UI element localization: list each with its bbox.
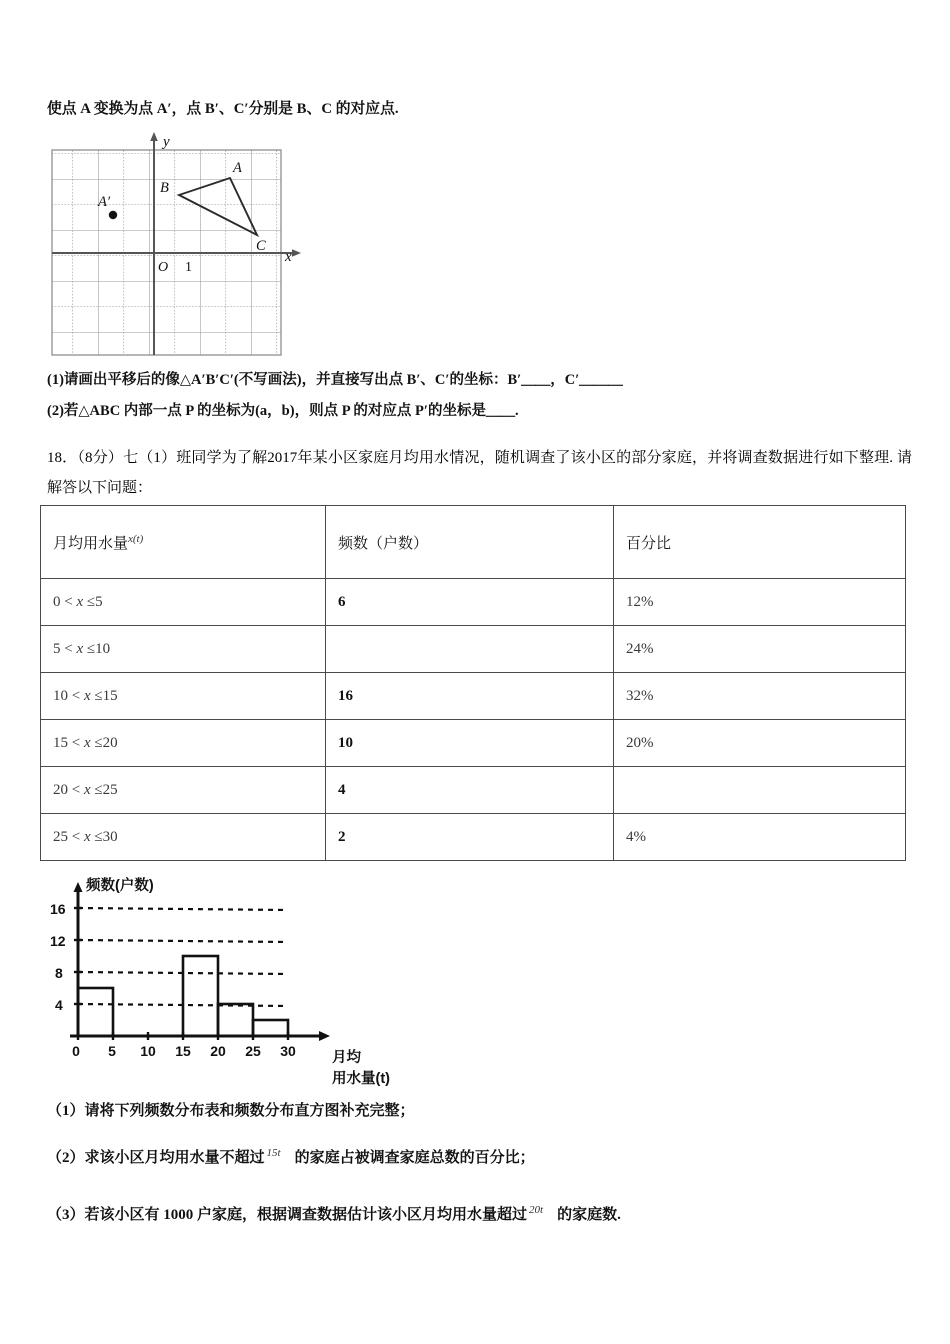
bar-0-5 bbox=[78, 988, 113, 1036]
bar-25-30 bbox=[253, 1020, 288, 1036]
bar-15-20 bbox=[183, 956, 218, 1036]
cell-range: 15 < x ≤20 bbox=[41, 720, 326, 767]
ytick-12: 12 bbox=[50, 933, 66, 949]
axis-x-label: x bbox=[285, 249, 292, 265]
xtick-5: 5 bbox=[108, 1043, 116, 1059]
histogram-x-axis-title-line2: 用水量(t) bbox=[332, 1071, 390, 1087]
cell-range: 5 < x ≤10 bbox=[41, 626, 326, 673]
histogram-axes bbox=[70, 882, 330, 1041]
bottom-question-3-part-b: 的家庭数. bbox=[557, 1207, 621, 1223]
table-header-row bbox=[41, 506, 906, 579]
bar-20-25 bbox=[218, 1004, 253, 1036]
bottom-question-1: （1）请将下列频数分布表和频数分布直方图补充完整； bbox=[47, 1103, 415, 1119]
histogram-x-ticklabels bbox=[72, 1043, 296, 1059]
cell-percent: 20% bbox=[614, 720, 906, 767]
header-cell-frequency bbox=[326, 506, 614, 579]
cell-percent: 24% bbox=[614, 626, 906, 673]
bottom-question-3-sup: 20t bbox=[529, 1204, 544, 1216]
ytick-4: 4 bbox=[55, 997, 63, 1013]
vertex-label-a: A bbox=[233, 160, 242, 176]
vertex-label-a-prime: A′ bbox=[98, 194, 111, 210]
table-row bbox=[41, 626, 906, 673]
cell-frequency: 2 bbox=[326, 814, 614, 861]
xtick-20: 20 bbox=[210, 1043, 226, 1059]
cell-frequency bbox=[326, 626, 614, 673]
frequency-histogram-figure bbox=[50, 876, 390, 1091]
problem-18-label: 18．（8分） bbox=[47, 450, 124, 466]
ytick-8: 8 bbox=[55, 965, 63, 981]
frequency-distribution-table bbox=[40, 505, 906, 861]
xtick-30: 30 bbox=[280, 1043, 296, 1059]
xtick-15: 15 bbox=[175, 1043, 191, 1059]
histogram-x-axis-title-line1: 月均 bbox=[332, 1050, 361, 1066]
header-percent-text: 百分比 bbox=[626, 535, 672, 552]
ytick-16: 16 bbox=[50, 901, 66, 917]
xtick-0: 0 bbox=[72, 1043, 80, 1059]
bottom-question-3 bbox=[47, 1202, 621, 1227]
origin-label: O bbox=[158, 260, 169, 275]
header-cell-percent bbox=[614, 506, 906, 579]
cell-range: 10 < x ≤15 bbox=[41, 673, 326, 720]
histogram-svg bbox=[50, 876, 390, 1091]
header-frequency-text: 频数（户数） bbox=[338, 535, 429, 552]
xtick-10: 10 bbox=[140, 1043, 156, 1059]
bottom-question-2-part-b: 的家庭占被调查家庭总数的百分比； bbox=[294, 1150, 535, 1166]
vertex-label-b: B bbox=[160, 180, 169, 196]
cell-frequency: 4 bbox=[326, 767, 614, 814]
cell-frequency: 6 bbox=[326, 579, 614, 626]
histogram-y-axis-title: 频数(户数) bbox=[86, 878, 154, 894]
bottom-question-2 bbox=[47, 1145, 535, 1170]
cell-frequency: 16 bbox=[326, 673, 614, 720]
cell-range: 25 < x ≤30 bbox=[41, 814, 326, 861]
top-sentence: 使点 A 变换为点 A′，点 B′、C′分别是 B、C 的对应点. bbox=[47, 101, 399, 117]
cell-percent bbox=[614, 767, 906, 814]
point-a-prime bbox=[109, 211, 117, 219]
cell-percent: 12% bbox=[614, 579, 906, 626]
sub-question-2: (2)若△ABC 内部一点 P 的坐标为(a，b)，则点 P 的对应点 P′的坐标是＿＿. bbox=[47, 403, 519, 419]
problem-18-paragraph bbox=[47, 443, 912, 503]
cell-frequency: 10 bbox=[326, 720, 614, 767]
sub-question-1: (1)请画出平移后的像△A′B′C′(不写画法)，并直接写出点 B′、C′的坐标：B′＿＿，C′＿＿＿ bbox=[47, 372, 623, 388]
table-row bbox=[41, 720, 906, 767]
header-range-sup: x(t) bbox=[128, 532, 144, 545]
bottom-question-3-part-a: （3）若该小区有 1000 户家庭，根据调查数据估计该小区月均用水量超过 bbox=[47, 1207, 528, 1223]
table-row bbox=[41, 673, 906, 720]
header-cell-range bbox=[41, 506, 326, 579]
histogram-bars bbox=[78, 956, 288, 1036]
table-row bbox=[41, 814, 906, 861]
unit-label-1: 1 bbox=[185, 260, 192, 275]
coordinate-plane-svg bbox=[47, 128, 307, 363]
vertex-label-c: C bbox=[256, 238, 266, 254]
cell-range: 0 < x ≤5 bbox=[41, 579, 326, 626]
problem-18-text: 七（1）班同学为了解2017年某小区家庭月均用水情况，随机调查了该小区的部分家庭，并将调查数据进行如下整理. 请解答以下问题： bbox=[47, 450, 912, 496]
bottom-question-2-part-a: （2）求该小区月均用水量不超过 bbox=[47, 1150, 265, 1166]
cell-percent: 4% bbox=[614, 814, 906, 861]
cell-percent: 32% bbox=[614, 673, 906, 720]
cell-range: 20 < x ≤25 bbox=[41, 767, 326, 814]
axis-y-label: y bbox=[163, 134, 170, 150]
histogram-y-ticklabels bbox=[50, 901, 66, 1013]
table-body bbox=[41, 579, 906, 861]
table-row bbox=[41, 579, 906, 626]
xtick-25: 25 bbox=[245, 1043, 261, 1059]
header-range-text: 月均用水量 bbox=[53, 535, 129, 552]
bottom-question-2-sup: 15t bbox=[266, 1147, 281, 1159]
coordinate-plane-figure bbox=[47, 128, 307, 363]
table-row bbox=[41, 767, 906, 814]
